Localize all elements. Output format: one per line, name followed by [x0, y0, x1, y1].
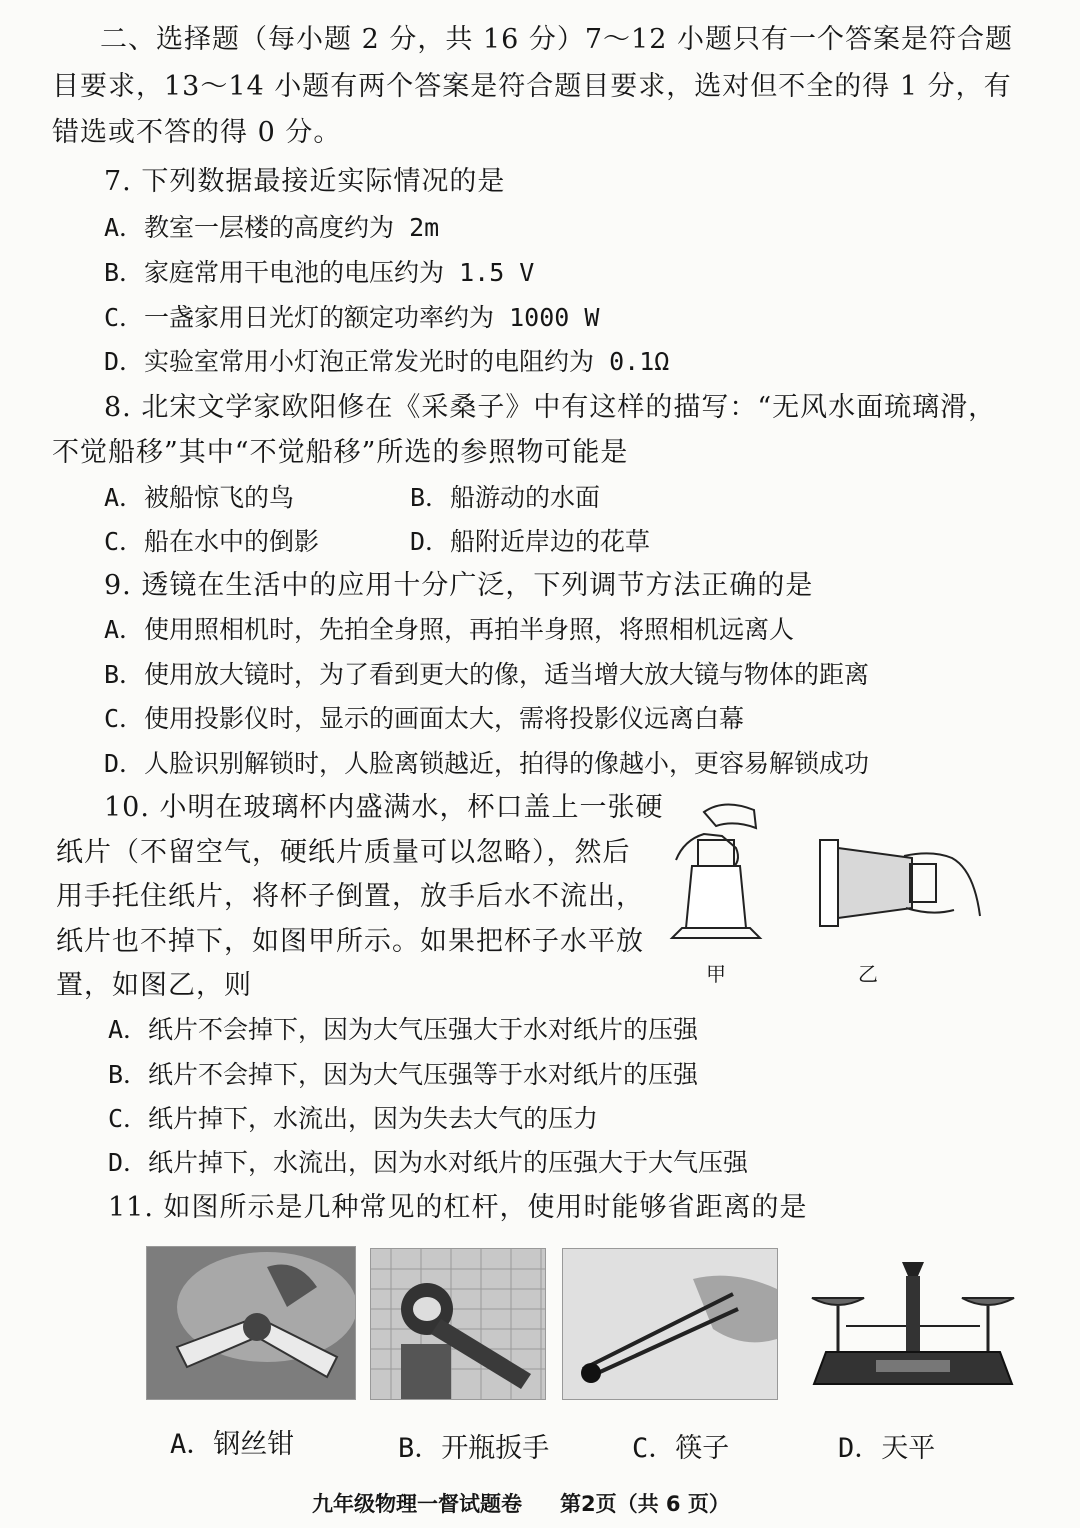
q7-option-b: B．家庭常用干电池的电压约为 1.5 V: [104, 258, 535, 287]
q9-stem: 9. 透镜在生活中的应用十分广泛，下列调节方法正确的是: [104, 570, 814, 601]
q11-option-d: D．天平: [838, 1433, 936, 1464]
section-header-line3: 错选或不答的得 0 分。: [52, 117, 342, 148]
q10-stem-line4: 纸片也不掉下，如图甲所示。如果把杯子水平放: [56, 926, 644, 957]
q10-stem-line1: 10. 小明在玻璃杯内盛满水，杯口盖上一张硬: [104, 792, 664, 823]
footer-exam-title: 九年级物理一督试题卷: [312, 1492, 522, 1516]
q8-stem-line2: 不觉船移”其中“不觉船移”所选的参照物可能是: [52, 437, 629, 468]
q8-option-a: A．被船惊飞的鸟: [104, 483, 295, 512]
q10-stem-line2: 纸片（不留空气，硬纸片质量可以忽略），然后: [56, 837, 631, 868]
q10-stem-line5: 置，如图乙，则: [56, 970, 252, 1001]
photo-balance-scale: [806, 1256, 1020, 1392]
figure-jia-label: 甲: [706, 962, 726, 986]
q9-option-c: C．使用投影仪时，显示的画面太大，需将投影仪远离白幕: [104, 704, 745, 733]
q11-option-b: B．开瓶扳手: [398, 1433, 550, 1464]
q11-option-a: A．钢丝钳: [170, 1429, 295, 1460]
figure-jia-cup-inverted: [664, 800, 774, 950]
footer-page-number: 第2页（共 6 页）: [560, 1492, 730, 1516]
q8-option-b: B．船游动的水面: [410, 483, 601, 512]
q8-option-d: D．船附近岸边的花草: [410, 527, 651, 556]
q9-option-d: D．人脸识别解锁时，人脸离锁越近，拍得的像越小，更容易解锁成功: [104, 749, 870, 778]
q10-stem-line3: 用手托住纸片，将杯子倒置，放手后水不流出，: [56, 881, 644, 912]
figure-yi-label: 乙: [858, 962, 878, 986]
photo-pliers: [146, 1246, 356, 1400]
figure-yi-cup-horizontal: [812, 830, 982, 940]
q10-option-c: C．纸片掉下，水流出，因为失去大气的压力: [108, 1104, 599, 1133]
q10-option-a: A．纸片不会掉下，因为大气压强大于水对纸片的压强: [108, 1015, 699, 1044]
q9-option-b: B．使用放大镜时，为了看到更大的像，适当增大放大镜与物体的距离: [104, 660, 870, 689]
q7-option-a: A．教室一层楼的高度约为 2m: [104, 213, 440, 242]
q8-option-c: C．船在水中的倒影: [104, 527, 320, 556]
photo-chopsticks: [562, 1248, 778, 1400]
q7-option-c: C．一盏家用日光灯的额定功率约为 1000 W: [104, 303, 600, 332]
section-header-line1: 二、选择题（每小题 2 分，共 16 分）7～12 小题只有一个答案是符合题: [100, 24, 1013, 55]
q9-option-a: A．使用照相机时，先拍全身照，再拍半身照，将照相机远离人: [104, 615, 795, 644]
q11-option-c: C．筷子: [632, 1433, 730, 1464]
q8-stem-line1: 8. 北宋文学家欧阳修在《采桑子》中有这样的描写：“无风水面琉璃滑，: [104, 392, 997, 423]
q11-stem: 11. 如图所示是几种常见的杠杆，使用时能够省距离的是: [108, 1192, 808, 1223]
q10-option-d: D．纸片掉下，水流出，因为水对纸片的压强大于大气压强: [108, 1148, 749, 1177]
section-header-line2: 目要求，13～14 小题有两个答案是符合题目要求，选对但不全的得 1 分，有: [52, 71, 1012, 102]
photo-bottle-opener: [370, 1248, 546, 1400]
q7-option-d: D．实验室常用小灯泡正常发光时的电阻约为 0.1Ω: [104, 347, 670, 376]
q10-option-b: B．纸片不会掉下，因为大气压强等于水对纸片的压强: [108, 1060, 699, 1089]
q7-stem: 7. 下列数据最接近实际情况的是: [104, 166, 506, 197]
